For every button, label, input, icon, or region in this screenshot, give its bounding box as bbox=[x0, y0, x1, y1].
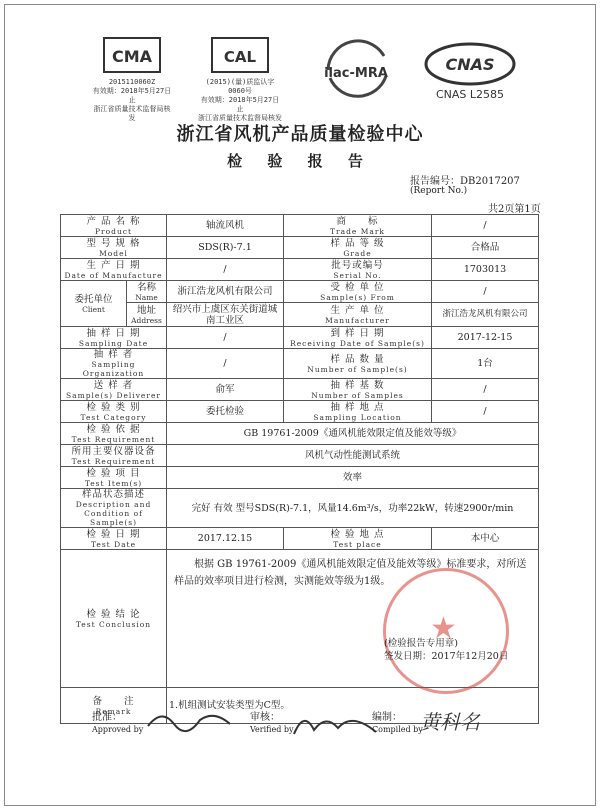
client-address-value: 绍兴市上虞区东关街道城南工业区 bbox=[167, 303, 284, 327]
cal-line2: 浙江省质量技术监督局核发 bbox=[198, 114, 282, 122]
cma-line2: 浙江省质量技术监督局核发 bbox=[93, 105, 171, 122]
table-row bbox=[61, 467, 539, 489]
serial-no-label: 批号或编号 Serial No. bbox=[284, 259, 432, 281]
conclusion-seal-note bbox=[384, 637, 508, 663]
test-place-value: 本中心 bbox=[432, 528, 539, 550]
issue-date: 签发日期：2017年12月20日 bbox=[384, 651, 509, 662]
cal-logo bbox=[198, 34, 282, 123]
cma-line1: 有效期：2018年5月27日止 bbox=[92, 87, 172, 104]
test-category-label: 检 验 类 别 Test Category bbox=[61, 401, 167, 423]
cal-cert: (2015)(量)质监认字0060号 bbox=[205, 78, 275, 95]
cnas-logo-text: CNAS bbox=[445, 55, 495, 74]
serial-no-value: 1703013 bbox=[432, 259, 539, 281]
trade-mark-value: / bbox=[432, 215, 539, 237]
cma-logo-text: CMA bbox=[111, 47, 153, 66]
deliverer-label: 送 样 者 Sample(s) Deliverer bbox=[61, 379, 167, 401]
product-name-value: 轴流风机 bbox=[167, 215, 284, 237]
condition-value: 完好 有效 型号SDS(R)-7.1，风量14.6m³/s，功率22kW，转速2900r/min bbox=[167, 489, 539, 528]
client-name-label: 名称 Name bbox=[127, 281, 167, 303]
compiled-signature: 黄科名 bbox=[420, 710, 480, 734]
manufacturer-value: 浙江浩龙风机有限公司 bbox=[432, 303, 539, 327]
client-name-value: 浙江浩龙风机有限公司 bbox=[167, 281, 284, 303]
remark-label: 备 注 Remark bbox=[61, 688, 167, 724]
grade-value: 合格品 bbox=[432, 237, 539, 259]
cma-logo bbox=[92, 34, 172, 123]
deliverer-value: 俞军 bbox=[167, 379, 284, 401]
official-seal bbox=[383, 568, 509, 694]
instruments-value: 风机气动性能测试系统 bbox=[167, 445, 539, 467]
document-subtitle: 检 验 报 告 bbox=[227, 152, 373, 170]
table-row bbox=[61, 489, 539, 528]
test-items-value: 效率 bbox=[167, 467, 539, 489]
table-row bbox=[61, 303, 539, 327]
requirement-value: GB 19761-2009《通风机能效限定值及能效等级》 bbox=[167, 423, 539, 445]
conclusion-text: 根据 GB 19761-2009《通风机能效限定值及能效等级》标准要求，对所送样品的效率项目进行检测，实测能效等级为1级。 bbox=[174, 559, 527, 587]
table-row bbox=[61, 349, 539, 379]
receiving-date-value: 2017-12-15 bbox=[432, 327, 539, 349]
instruments-label: 所用主要仪器设备 Test Requirement bbox=[61, 445, 167, 467]
condition-label: 样品状态描述 Description and Condition of Sample(s) bbox=[61, 489, 167, 528]
sample-from-label: 受 检 单 位 Sample(s) From bbox=[284, 281, 432, 303]
approved-signature bbox=[144, 706, 234, 741]
verified-by: 审核： Verified by bbox=[250, 712, 294, 734]
cal-mark-icon bbox=[198, 34, 282, 74]
sampling-location-label: 抽 样 地 点 Sampling Location bbox=[284, 401, 432, 423]
seal-star-icon: ★ bbox=[430, 611, 457, 646]
ilac-logo bbox=[308, 34, 404, 110]
model-value: SDS(R)-7.1 bbox=[167, 237, 284, 259]
document-title: 浙江省风机产品质量检验中心 bbox=[176, 124, 424, 145]
verified-signature-icon bbox=[290, 706, 380, 742]
sampling-org-value: / bbox=[167, 349, 284, 379]
test-place-label: 检 验 地 点 Test place bbox=[284, 528, 432, 550]
approved-by: 批准： Approved by bbox=[92, 712, 144, 734]
sampling-location-value: / bbox=[432, 401, 539, 423]
approved-signature-icon bbox=[144, 706, 234, 736]
cal-line1: 有效期：2018年5月27日止 bbox=[200, 96, 280, 113]
table-row bbox=[61, 528, 539, 550]
cma-cert: 2015110060Z bbox=[108, 78, 156, 86]
cnas-mark-icon bbox=[420, 40, 520, 102]
table-row bbox=[61, 281, 539, 303]
report-number: 报告编号：DB2017207 bbox=[410, 176, 520, 187]
table-row bbox=[61, 401, 539, 423]
sampling-org-label: 抽 样 者 Sampling Organization bbox=[61, 349, 167, 379]
model-label: 型 号 规 格 Model bbox=[61, 237, 167, 259]
grade-label: 样 品 等 级 Grade bbox=[284, 237, 432, 259]
client-address-label: 地址 Address bbox=[127, 303, 167, 327]
sampling-date-value: / bbox=[167, 327, 284, 349]
test-date-label: 检 验 日 期 Test Date bbox=[61, 528, 167, 550]
samples-count-value: / bbox=[432, 379, 539, 401]
cnas-logo bbox=[420, 40, 520, 106]
seal-note: (检验报告专用章) bbox=[384, 638, 458, 649]
table-row bbox=[61, 259, 539, 281]
table-row bbox=[61, 379, 539, 401]
manufacture-date-label: 生 产 日 期 Date of Manufacture bbox=[61, 259, 167, 281]
compiled-by: 编制： Compiled by bbox=[372, 712, 423, 734]
test-items-label: 检 验 项 目 Test Item(s) bbox=[61, 467, 167, 489]
test-date-value: 2017.12.15 bbox=[167, 528, 284, 550]
test-category-value: 委托检验 bbox=[167, 401, 284, 423]
requirement-label: 检 验 依 据 Test Requirement bbox=[61, 423, 167, 445]
conclusion-label: 检 验 结 论 Test Conclusion bbox=[61, 550, 167, 688]
cnas-code: CNAS L2585 bbox=[435, 88, 505, 101]
table-row bbox=[61, 327, 539, 349]
receiving-date-label: 到 样 日 期 Receiving Date of Sample(s) bbox=[284, 327, 432, 349]
ilac-logo-text: ilac-MRA bbox=[324, 66, 388, 81]
table-row bbox=[61, 423, 539, 445]
table-row bbox=[61, 237, 539, 259]
samples-count-label: 抽 样 基 数 Number of Samples bbox=[284, 379, 432, 401]
table-row bbox=[61, 445, 539, 467]
product-name-label: 产 品 名 称 Product bbox=[61, 215, 167, 237]
sample-number-label: 样 品 数 量 Number of Sample(s) bbox=[284, 349, 432, 379]
sample-from-value: / bbox=[432, 281, 539, 303]
sampling-date-label: 抽 样 日 期 Sampling Date bbox=[61, 327, 167, 349]
cal-logo-text: CAL bbox=[223, 48, 257, 66]
cma-mark-icon bbox=[92, 34, 172, 74]
page-count: 共2页第1页 bbox=[488, 204, 541, 215]
manufacture-date-value: / bbox=[167, 259, 284, 281]
trade-mark-label: 商 标 Trade Mark bbox=[284, 215, 432, 237]
table-row bbox=[61, 215, 539, 237]
manufacturer-label: 生 产 单 位 Manufacturer bbox=[284, 303, 432, 327]
report-number-en: (Report No.) bbox=[410, 186, 468, 196]
ilac-mark-icon bbox=[308, 34, 404, 106]
client-label: 委托单位 Client bbox=[61, 281, 127, 327]
sample-number-value: 1台 bbox=[432, 349, 539, 379]
remark-value: 1.机组测试安装类型为C型。 bbox=[167, 688, 539, 724]
verified-signature bbox=[290, 706, 380, 747]
